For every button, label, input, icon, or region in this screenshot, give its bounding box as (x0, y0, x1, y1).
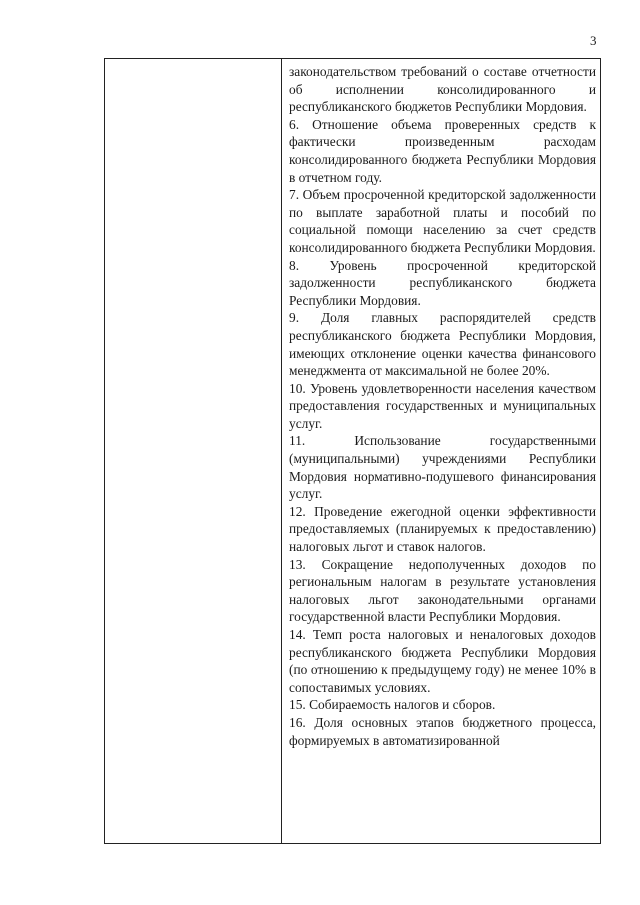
list-item: 6. Отношение объема проверенных средств к фактически произведенным расходам консолидированного бюджета Республики Мордовия в отчетном году. (289, 116, 596, 185)
indicator-list (289, 63, 596, 749)
page-number: 3 (590, 33, 597, 48)
list-item: 11. Использование государственными (муниципальными) учреждениями Республики Мордовия нормативно-подушевого финансирования услуг. (289, 433, 596, 502)
list-item: 16. Доля основных этапов бюджетного процесса, формируемых в автоматизированной (289, 714, 596, 748)
list-item: законодательством требований о составе отчетности об исполнении консолидированного и республиканского бюджетов Республики Мордовия. (289, 64, 596, 115)
table-right-cell (282, 59, 600, 843)
list-item: 13. Сокращение недополученных доходов по региональным налогам в результате установления налоговых льгот законодательными органами государственной власти Республики Мордовия. (289, 556, 596, 625)
list-item: 15. Собираемость налогов и сборов. (289, 697, 496, 713)
list-item: 10. Уровень удовлетворенности населения качеством предоставления государственных и муниципальных услуг. (289, 380, 596, 431)
document-table (104, 58, 601, 844)
list-item: 7. Объем просроченной кредиторской задолженности по выплате заработной платы и пособий по социальной помощи населению за счет средств консолидированного бюджета Республики Мордовия. (289, 187, 596, 255)
list-item: 12. Проведение ежегодной оценки эффективности предоставляемых (планируемых к предоставлению) налоговых льгот и ставок налогов. (289, 503, 596, 555)
table-left-cell (105, 59, 282, 843)
list-item: 14. Темп роста налоговых и неналоговых доходов республиканского бюджета Республики Мордовия (по отношению к предыдущему году) не менее 10% в сопоставимых условиях. (289, 627, 596, 695)
list-item: 9. Доля главных распорядителей средств республиканского бюджета Республики Мордовия, имеющих отклонение оценки качества финансового менеджмента от максимальной не более 20%. (289, 310, 596, 379)
list-item: 8. Уровень просроченной кредиторской задолженности республиканского бюджета Республики Мордовия. (289, 257, 596, 308)
